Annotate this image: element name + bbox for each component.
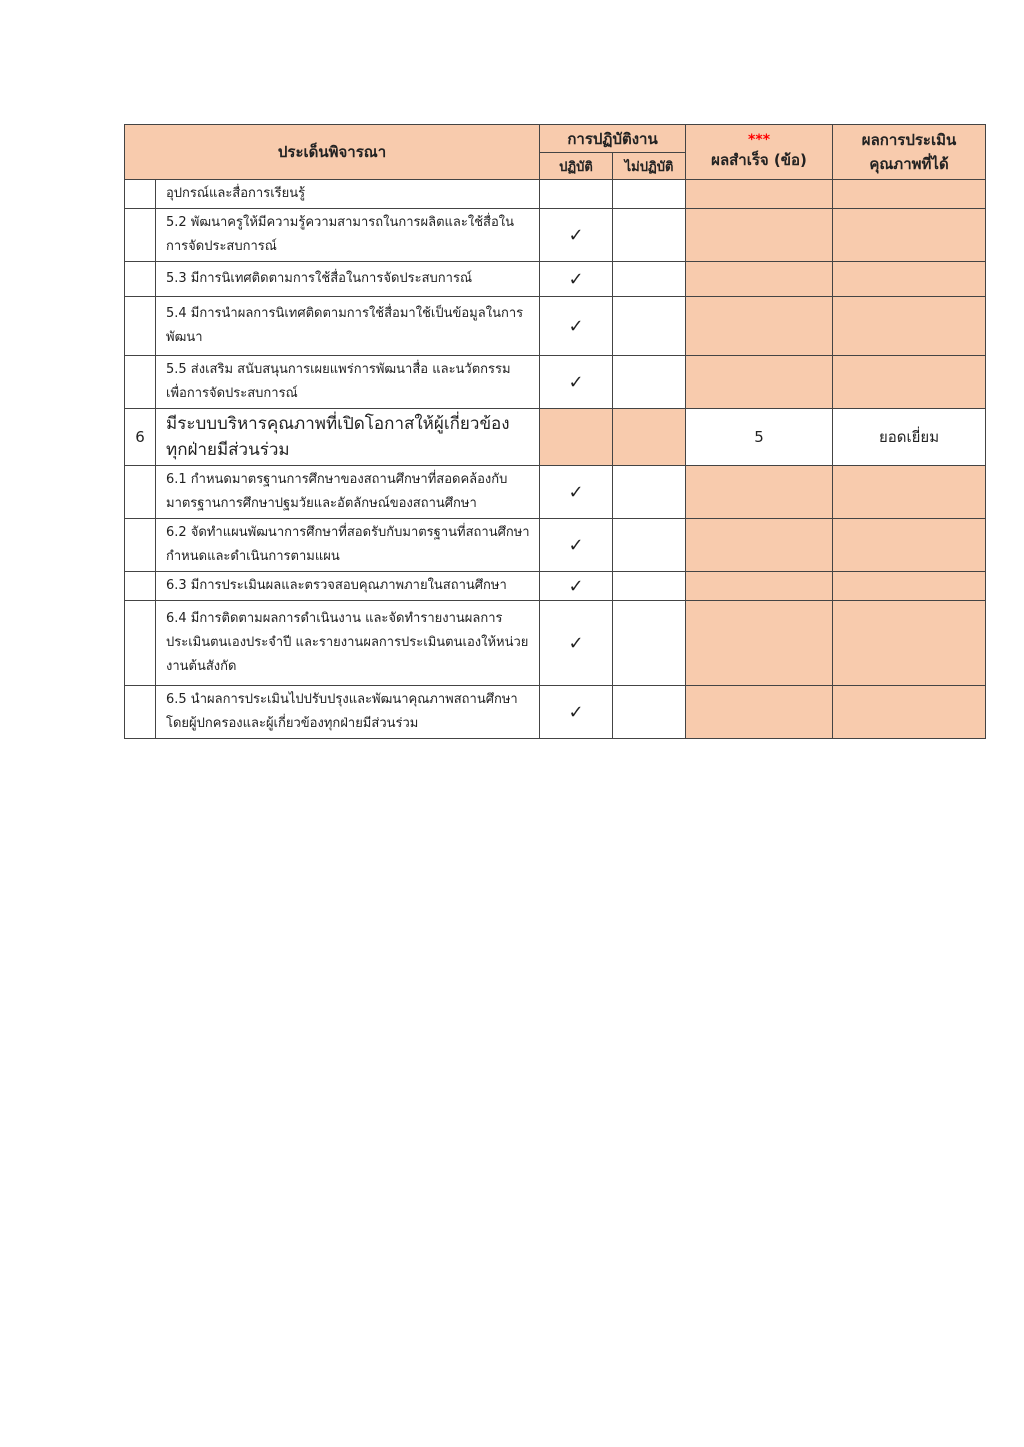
done-check-icon: ✓ — [540, 686, 613, 739]
item-text: 6.4 มีการติดตามผลการดำเนินงาน และจัดทำรายงานผลการประเมินตนเองประจำปี และรายงานผลการประเมินตนเองให้หน่วยงานต้นสังกัด — [156, 601, 540, 686]
quality-result: ยอดเยี่ยม — [833, 409, 986, 466]
table-row — [125, 519, 986, 572]
header-result — [833, 125, 986, 180]
item-number: 6 — [125, 409, 156, 466]
header-done: ปฏิบัติ — [540, 153, 613, 180]
item-text: 6.5 นำผลการประเมินไปปรับปรุงและพัฒนาคุณภาพสถานศึกษาโดยผู้ปกครองและผู้เกี่ยวข้องทุกฝ่ายมีส่วนร่วม — [156, 686, 540, 739]
item-text: 5.3 มีการนิเทศติดตามการใช้สื่อในการจัดประสบการณ์ — [156, 262, 540, 297]
item-text: อุปกรณ์และสื่อการเรียนรู้ — [156, 180, 540, 209]
header-success-label: ผลสำเร็จ (ข้อ) — [711, 151, 807, 169]
success-count: 5 — [686, 409, 833, 466]
done-check-icon: ✓ — [540, 356, 613, 409]
done-check-icon: ✓ — [540, 601, 613, 686]
item-text: 5.2 พัฒนาครูให้มีความรู้ความสามารถในการผลิตและใช้สื่อในการจัดประสบการณ์ — [156, 209, 540, 262]
header-not-done: ไม่ปฏิบัติ — [613, 153, 686, 180]
done-check-icon: ✓ — [540, 466, 613, 519]
header-result-line1: ผลการประเมิน — [861, 131, 957, 149]
item-text: 6.1 กำหนดมาตรฐานการศึกษาของสถานศึกษาที่สอดคล้องกับมาตรฐานการศึกษาปฐมวัยและอัตลักษณ์ของสถานศึกษา — [156, 466, 540, 519]
table-row — [125, 466, 986, 519]
table-row — [125, 601, 986, 686]
table-row — [125, 297, 986, 356]
done-check-icon: ✓ — [540, 297, 613, 356]
table-row — [125, 356, 986, 409]
required-asterisks: *** — [748, 132, 771, 148]
done-check-icon: ✓ — [540, 262, 613, 297]
done-check-icon: ✓ — [540, 209, 613, 262]
table-row — [125, 180, 986, 209]
item-text: 6.3 มีการประเมินผลและตรวจสอบคุณภาพภายในสถานศึกษา — [156, 572, 540, 601]
header-success — [686, 125, 833, 180]
done-check-icon: ✓ — [540, 519, 613, 572]
done-check-icon: ✓ — [540, 572, 613, 601]
done-check-icon — [540, 180, 613, 209]
header-topic: ประเด็นพิจารณา — [125, 125, 540, 180]
table-row — [125, 686, 986, 739]
item-text: 5.5 ส่งเสริม สนับสนุนการเผยแพร่การพัฒนาสื่อ และนวัตกรรมเพื่อการจัดประสบการณ์ — [156, 356, 540, 409]
table-row-main — [125, 409, 986, 466]
table-row — [125, 572, 986, 601]
item-heading: มีระบบบริหารคุณภาพที่เปิดโอกาสให้ผู้เกี่ยวข้องทุกฝ่ายมีส่วนร่วม — [156, 409, 540, 466]
item-text: 6.2 จัดทำแผนพัฒนาการศึกษาที่สอดรับกับมาตรฐานที่สถานศึกษากำหนดและดำเนินการตามแผน — [156, 519, 540, 572]
item-text: 5.4 มีการนำผลการนิเทศติดตามการใช้สื่อมาใช้เป็นข้อมูลในการพัฒนา — [156, 297, 540, 356]
header-practice: การปฏิบัติงาน — [540, 125, 686, 153]
table-row — [125, 209, 986, 262]
evaluation-table — [124, 124, 986, 739]
table-row — [125, 262, 986, 297]
header-result-line2: คุณภาพที่ได้ — [869, 155, 949, 173]
